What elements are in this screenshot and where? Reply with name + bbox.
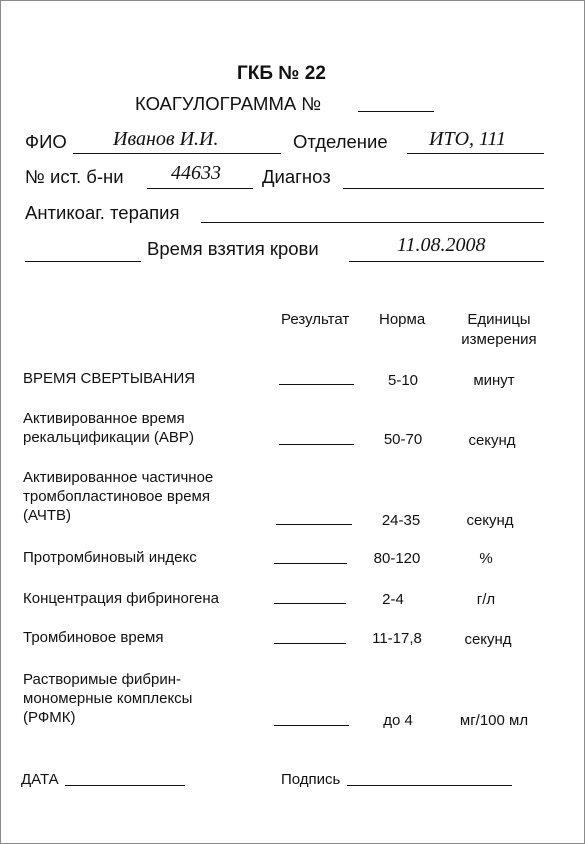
test-name: Активированное время рекальцификации (АВР) [23, 410, 194, 446]
test-name: Активированное частичное тромбопластиновое время (АЧТВ) [23, 469, 214, 524]
signature-line[interactable] [347, 785, 512, 786]
unit-value: секунд [464, 631, 512, 648]
unit-value: % [479, 550, 493, 567]
history-line [147, 188, 253, 189]
form-number-line [358, 111, 434, 112]
diagnosis-line [343, 188, 544, 189]
history-label: № ист. б-ни [25, 166, 124, 187]
column-units [449, 310, 549, 350]
column-result: Результат [281, 311, 350, 328]
norm-value: 24-35 [381, 512, 421, 529]
result-line[interactable] [274, 725, 349, 726]
norm-value: 5-10 [387, 372, 419, 389]
result-line[interactable] [279, 444, 354, 445]
result-line[interactable] [274, 643, 346, 644]
unit-value: секунд [468, 432, 516, 449]
test-name: ВРЕМЯ СВЕРТЫВАНИЯ [23, 370, 196, 387]
result-line[interactable] [276, 524, 352, 525]
fio-value: Иванов И.И. [113, 128, 219, 150]
date-line[interactable] [65, 785, 185, 786]
anticoag-line [201, 222, 544, 223]
anticoag-label: Антикоаг. терапия [25, 202, 180, 223]
norm-value: 80-120 [373, 550, 421, 567]
column-norm: Норма [379, 311, 426, 328]
test-name: Протромбиновый индекс [23, 549, 197, 566]
blood-time-label: Время взятия крови [147, 238, 319, 259]
hospital-name: ГКБ № 22 [237, 63, 326, 84]
unit-value: мг/100 мл [459, 712, 529, 729]
norm-value: 2-4 [382, 591, 404, 608]
result-line[interactable] [274, 563, 347, 564]
fio-line [73, 153, 281, 154]
blank-line [25, 261, 141, 262]
result-line[interactable] [279, 384, 354, 385]
blood-time-line [349, 261, 544, 262]
unit-value: г/л [476, 591, 496, 608]
test-name: Концентрация фибриногена [23, 590, 219, 607]
fio-label: ФИО [25, 131, 67, 152]
norm-value: 11-17,8 [372, 630, 422, 647]
norm-value: 50-70 [383, 431, 423, 448]
result-line[interactable] [274, 603, 346, 604]
test-name: Растворимые фибрин- мономерные комплексы (РФМК) [23, 671, 193, 726]
department-value: ИТО, 111 [429, 128, 507, 150]
unit-value: минут [473, 372, 515, 389]
history-value: 44633 [171, 162, 221, 184]
date-label: ДАТА [21, 771, 59, 788]
department-label: Отделение [293, 131, 388, 152]
norm-value: до 4 [383, 712, 413, 729]
diagnosis-label: Диагноз [262, 166, 331, 187]
column-units-line1: Единицы [467, 311, 531, 328]
unit-value: секунд [466, 512, 514, 529]
form-title: КОАГУЛОГРАММА № [135, 93, 322, 114]
test-name: Тромбиновое время [23, 629, 164, 646]
signature-label: Подпись [281, 771, 341, 788]
column-units-line2: измерения [461, 331, 537, 348]
blood-time-value: 11.08.2008 [397, 234, 486, 256]
department-line [407, 153, 544, 154]
